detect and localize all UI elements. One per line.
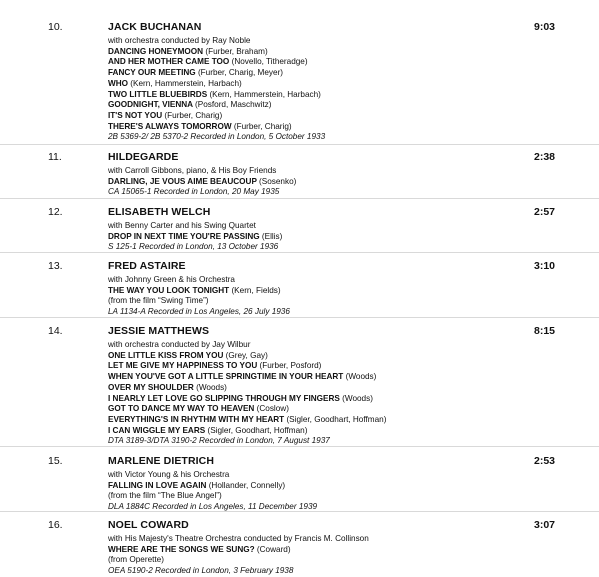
recording-info: CA 15065-1 Recorded in London, 20 May 1935: [108, 187, 280, 197]
divider: [0, 511, 599, 512]
track-details: [108, 166, 296, 198]
song-title: GOODNIGHT, VIENNA: [108, 100, 193, 110]
song-credits: (Kern, Hammerstein, Harbach): [130, 78, 242, 88]
accompaniment-note: with Carroll Gibbons, piano, & His Boy Friends: [108, 166, 277, 175]
song-line: [108, 79, 325, 90]
divider: [0, 446, 599, 447]
song-line: [108, 415, 386, 426]
track-number: 14.: [48, 325, 63, 337]
song-title: TWO LITTLE BLUEBIRDS: [108, 89, 208, 99]
recording-info: DTA 3189-3/DTA 3190-2 Recorded in London, 7 August 1937: [108, 436, 330, 446]
song-credits: (Kern, Fields): [231, 285, 281, 295]
divider: [0, 198, 599, 199]
song-line: [108, 47, 325, 58]
song-line: [108, 111, 325, 122]
song-line: [108, 372, 386, 383]
song-title: DANCING HONEYMOON: [108, 46, 204, 56]
song-line: [108, 90, 325, 101]
song-credits: (Novello, Titheradge): [231, 57, 308, 67]
recording-info: OEA 5190-2 Recorded in London, 3 February 1938: [108, 566, 294, 576]
track-duration: 3:07: [533, 519, 555, 531]
track-artist: HILDEGARDE: [108, 151, 179, 163]
song-credits: (Coslow): [256, 404, 289, 414]
song-credits: (Furber, Charig, Meyer): [197, 68, 284, 78]
song-title: WHO: [108, 78, 129, 88]
track-entry-10: [0, 21, 599, 146]
track-entry-14: [0, 325, 599, 445]
accompaniment-note: (from Operette): [108, 555, 164, 565]
song-title: EVERYTHING'S IN RHYTHM WITH MY HEART: [108, 414, 285, 424]
track-number: 11.: [48, 151, 62, 163]
track-duration: 8:15: [533, 325, 555, 337]
song-title: I NEARLY LET LOVE GO SLIPPING THROUGH MY FINGERS: [108, 393, 340, 403]
song-title: WHERE ARE THE SONGS WE SUNG?: [108, 544, 255, 554]
song-title: FALLING IN LOVE AGAIN: [108, 480, 207, 490]
song-credits: (Posford, Maschwitz): [195, 100, 272, 110]
song-credits: (Furber, Braham): [205, 46, 268, 56]
accompaniment-note: with orchestra conducted by Ray Noble: [108, 36, 251, 45]
track-artist: JACK BUCHANAN: [108, 21, 202, 33]
track-number: 16.: [48, 519, 63, 531]
song-title: DARLING, JE VOUS AIME BEAUCOUP: [108, 176, 257, 186]
song-line: [108, 286, 290, 297]
track-duration: 3:10: [533, 260, 555, 272]
track-details: [108, 470, 317, 513]
track-details: [108, 534, 369, 577]
song-credits: (Furber, Charig): [164, 110, 223, 120]
song-credits: (Furber, Posford): [259, 361, 322, 371]
recording-info: 2B 5369-2/ 2B 5370-2 Recorded in London, 5 October 1933: [108, 132, 326, 142]
track-details: [108, 275, 290, 318]
accompaniment-note: with orchestra conducted by Jay Wilbur: [108, 340, 251, 349]
accompaniment-note: (from the film “The Blue Angel”): [108, 491, 222, 501]
recording-info: LA 1134-A Recorded in Los Angeles, 26 July 1936: [108, 307, 290, 317]
track-duration: 9:03: [533, 21, 555, 33]
accompaniment-note: with His Majesty's Theatre Orchestra conducted by Francis M. Collinson: [108, 534, 369, 543]
song-credits: (Woods): [345, 372, 377, 382]
accompaniment-note: with Benny Carter and his Swing Quartet: [108, 221, 256, 230]
song-title: IT'S NOT YOU: [108, 110, 163, 120]
recording-info: S 125-1 Recorded in London, 13 October 1936: [108, 242, 279, 252]
song-line: [108, 351, 386, 362]
song-credits: (Furber, Charig): [233, 121, 292, 131]
song-title: ONE LITTLE KISS FROM YOU: [108, 350, 224, 360]
song-line: [108, 57, 325, 68]
song-line: [108, 394, 386, 405]
track-number: 13.: [48, 260, 63, 272]
song-title: OVER MY SHOULDER: [108, 382, 194, 392]
divider: [0, 144, 599, 145]
track-duration: 2:38: [533, 151, 555, 163]
accompaniment-note: (from the film “Swing Time”): [108, 296, 209, 306]
track-artist: JESSIE MATTHEWS: [108, 325, 210, 337]
song-title: I CAN WIGGLE MY EARS: [108, 425, 206, 435]
song-line: [108, 545, 369, 556]
song-title: LET ME GIVE MY HAPPINESS TO YOU: [108, 361, 258, 371]
song-line: [108, 404, 386, 415]
track-entry-16: [0, 519, 599, 576]
track-artist: NOEL COWARD: [108, 519, 189, 531]
song-line: [108, 122, 325, 133]
accompaniment-note: with Johnny Green & his Orchestra: [108, 275, 235, 284]
song-credits: (Coward): [256, 544, 291, 554]
song-line: [108, 361, 386, 372]
track-artist: ELISABETH WELCH: [108, 206, 211, 218]
song-line: [108, 426, 386, 437]
track-artist: MARLENE DIETRICH: [108, 455, 215, 467]
track-number: 15.: [48, 455, 63, 467]
song-line: [108, 68, 325, 79]
song-title: FANCY OUR MEETING: [108, 68, 196, 78]
song-credits: (Sosenko): [259, 176, 297, 186]
song-credits: (Woods): [342, 393, 373, 403]
track-duration: 2:57: [533, 206, 555, 218]
song-title: THE WAY YOU LOOK TONIGHT: [108, 285, 230, 295]
track-number: 12.: [48, 206, 63, 218]
recording-info: DLA 1884C Recorded in Los Angeles, 11 December 1939: [108, 502, 318, 512]
track-entry-11: [0, 151, 599, 196]
song-title: DROP IN NEXT TIME YOU'RE PASSING: [108, 231, 260, 241]
song-credits: (Grey, Gay): [225, 350, 268, 360]
track-entry-13: [0, 260, 599, 315]
song-title: GOT TO DANCE MY WAY TO HEAVEN: [108, 404, 255, 414]
song-line: [108, 481, 317, 492]
track-duration: 2:53: [533, 455, 555, 467]
song-title: THERE'S ALWAYS TOMORROW: [108, 121, 232, 131]
song-credits: (Sigler, Goodhart, Hoffman): [286, 414, 387, 424]
song-credits: (Woods): [196, 382, 227, 392]
track-details: [108, 36, 325, 143]
song-credits: (Kern, Hammerstein, Harbach): [209, 89, 321, 99]
track-entry-12: [0, 206, 599, 251]
track-artist: FRED ASTAIRE: [108, 260, 186, 272]
song-line: [108, 232, 282, 243]
song-line: [108, 177, 296, 188]
song-credits: (Ellis): [261, 231, 283, 241]
song-credits: (Hollander, Connelly): [208, 480, 286, 490]
song-credits: (Sigler, Goodhart, Hoffman): [207, 425, 308, 435]
song-line: [108, 100, 325, 111]
divider: [0, 317, 599, 318]
track-number: 10.: [48, 21, 63, 33]
track-details: [108, 340, 386, 447]
accompaniment-note: with Victor Young & his Orchestra: [108, 470, 230, 479]
song-title: AND HER MOTHER CAME TOO: [108, 57, 230, 67]
song-title: WHEN YOU'VE GOT A LITTLE SPRINGTIME IN YOUR HEART: [108, 372, 344, 382]
track-details: [108, 221, 282, 253]
track-entry-15: [0, 455, 599, 510]
divider: [0, 252, 599, 253]
song-line: [108, 383, 386, 394]
